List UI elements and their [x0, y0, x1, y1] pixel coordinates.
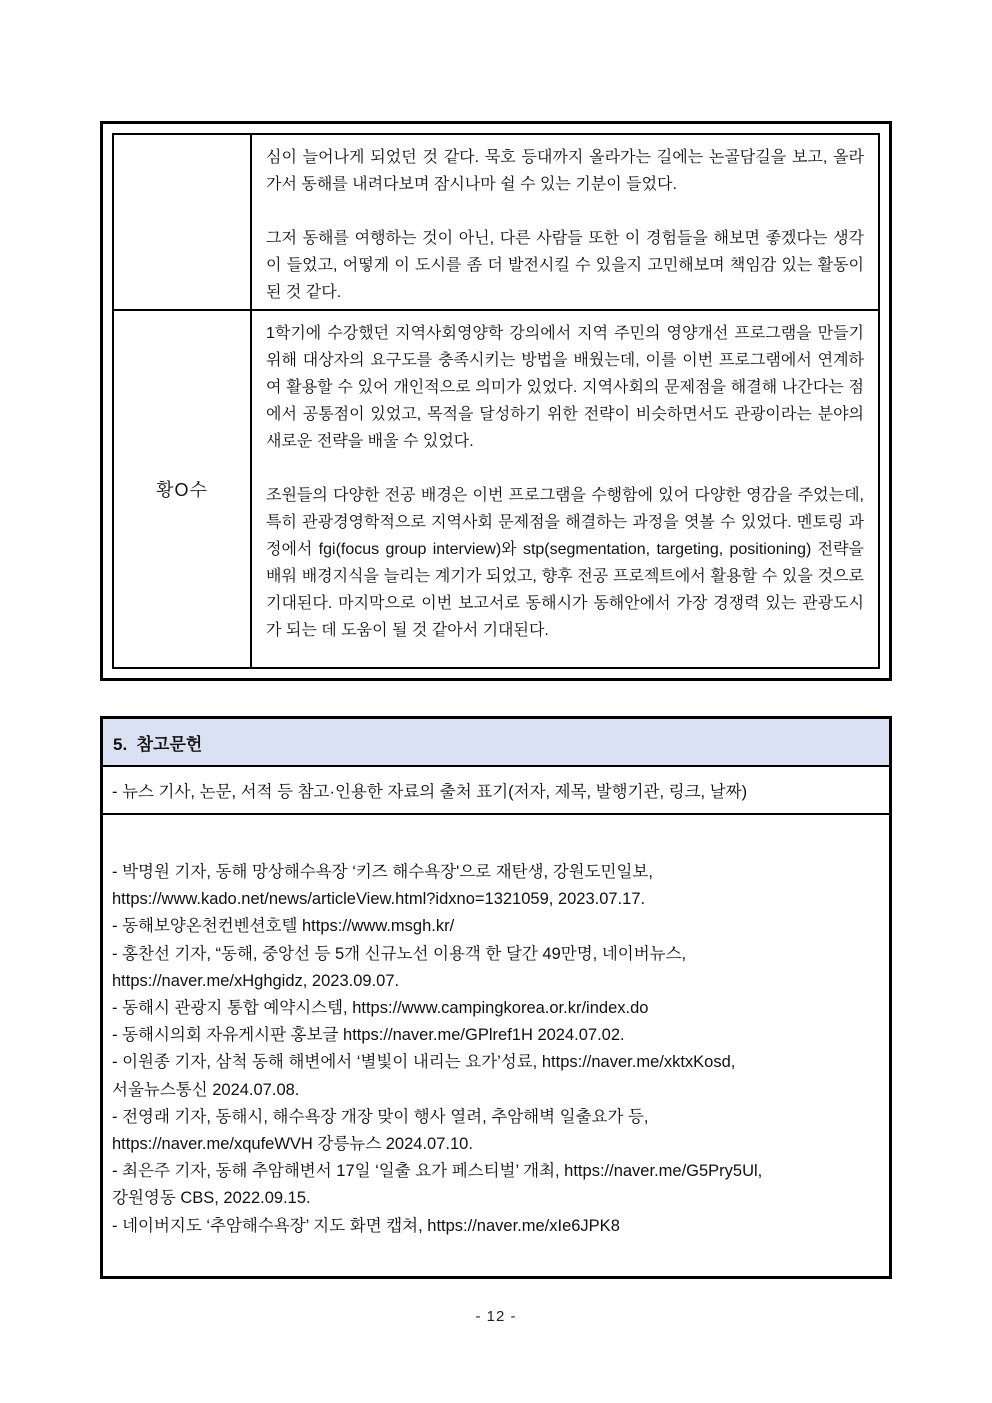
references-list — [103, 815, 889, 1276]
reference-line: - 동해보양온천컨벤션호텔 https://www.msgh.kr/ — [112, 917, 455, 936]
reference-line: - 최은주 기자, 동해 추암해변서 17일 ‘일출 요가 페스티벌’ 개최, https://naver.me/G5Pry5Ul, — [112, 1162, 763, 1181]
section-note — [103, 767, 889, 815]
reference-line: - 전영래 기자, 동해시, 해수욕장 개장 맞이 행사 열려, 추암해벽 일출요가 등, — [112, 1107, 649, 1126]
reference-line: - 동해시의회 자유게시판 홍보글 https://naver.me/GPlref1H 2024.07.02. — [112, 1026, 625, 1045]
reflection-text-cell — [252, 311, 878, 667]
reflection-text-cell — [252, 135, 878, 309]
reflection-paragraph: 조원들의 다양한 전공 배경은 이번 프로그램을 수행함에 있어 다양한 영감을 주었는데, 특히 관광경영학적으로 지역사회 문제점을 해결하는 과정을 엿볼 수 있었다. 멘토링 과정에서 fgi(focus group interview)와 stp(segmentation, targeting, positioning) 전략을 배워 배경지식을 늘리는 계기가 되었고, 향후 전공 프로젝트에서 활용할 수 있을 것으로 기대된다. 마지막으로 이번 보고서로 동해시가 동해안에서 가장 경쟁력 있는 관광도시가 되는 데 도움이 될 것 같아서 기대된다. — [266, 487, 864, 639]
table-row — [114, 135, 878, 311]
section-note-text: - 뉴스 기사, 논문, 서적 등 참고·인용한 자료의 출처 표기(저자, 제목, 발행기관, 링크, 날짜) — [112, 783, 748, 801]
reflection-paragraph: 그저 동해를 여행하는 것이 아닌, 다른 사람들 또한 이 경험들을 해보면 좋겠다는 생각이 들었고, 어떻게 이 도시를 좀 더 발전시킬 수 있을지 고민해보며 책임감 있는 활동이 된 것 같다. — [266, 230, 864, 301]
reference-line: - 이원종 기자, 삼척 동해 해변에서 ‘별빛이 내리는 요가’성료, https://naver.me/xktxKosd, — [112, 1053, 736, 1072]
reflection-paragraph: 심이 늘어나게 되었던 것 같다. 묵호 등대까지 올라가는 길에는 논골담길을 보고, 올라가서 동해를 내려다보며 잠시나마 쉴 수 있는 기분이 들었다. — [266, 149, 864, 193]
reference-line: 강원영동 CBS, 2022.09.15. — [112, 1189, 311, 1208]
table-row — [114, 311, 878, 667]
reference-line: - 홍찬선 기자, “동해, 중앙선 등 5개 신규노선 이용객 한 달간 49만명, 네이버뉴스, — [112, 944, 687, 963]
member-name: 황O수 — [156, 480, 208, 500]
reference-line: https://naver.me/xHghgidz, 2023.09.07. — [112, 971, 400, 990]
section-title — [103, 719, 889, 767]
member-name-cell — [114, 135, 252, 309]
reference-line: 서울뉴스통신 2024.07.08. — [112, 1080, 300, 1099]
reflection-table-frame — [100, 121, 892, 681]
reference-line: - 박명원 기자, 동해 망상해수욕장 ‘키즈 해수욕장'으로 재탄생, 강원도민일보, — [112, 863, 653, 881]
reference-line: https://www.kado.net/news/articleView.html?idxno=1321059, 2023.07.17. — [112, 890, 646, 909]
page-number: - 12 - — [475, 1308, 517, 1325]
reflection-paragraph: 1학기에 수강했던 지역사회영양학 강의에서 지역 주민의 영양개선 프로그램을 만들기 위해 대상자의 요구도를 충족시키는 방법을 배웠는데, 이를 이번 프로그램에서 연계하여 활용할 수 있어 개인적으로 의미가 있었다. 지역사회의 문제점을 해결해 나간다는 점에서 공통점이 있었고, 목적을 달성하기 위한 전략이 비슷하면서도 관광이라는 분야의 새로운 전략을 배울 수 있었다. — [266, 325, 864, 450]
reference-line: https://naver.me/xqufeWVH 강릉뉴스 2024.07.10. — [112, 1135, 473, 1154]
reflection-table — [112, 133, 880, 669]
reference-line: - 네이버지도 ‘추암해수욕장’ 지도 화면 캡쳐, https://naver.me/xIe6JPK8 — [112, 1216, 620, 1235]
member-name-cell — [114, 311, 252, 667]
reference-line: - 동해시 관광지 통합 예약시스템, https://www.campingkorea.or.kr/index.do — [112, 999, 649, 1018]
section-title-text: 5. 참고문헌 — [113, 734, 203, 754]
references-section — [100, 716, 892, 1279]
